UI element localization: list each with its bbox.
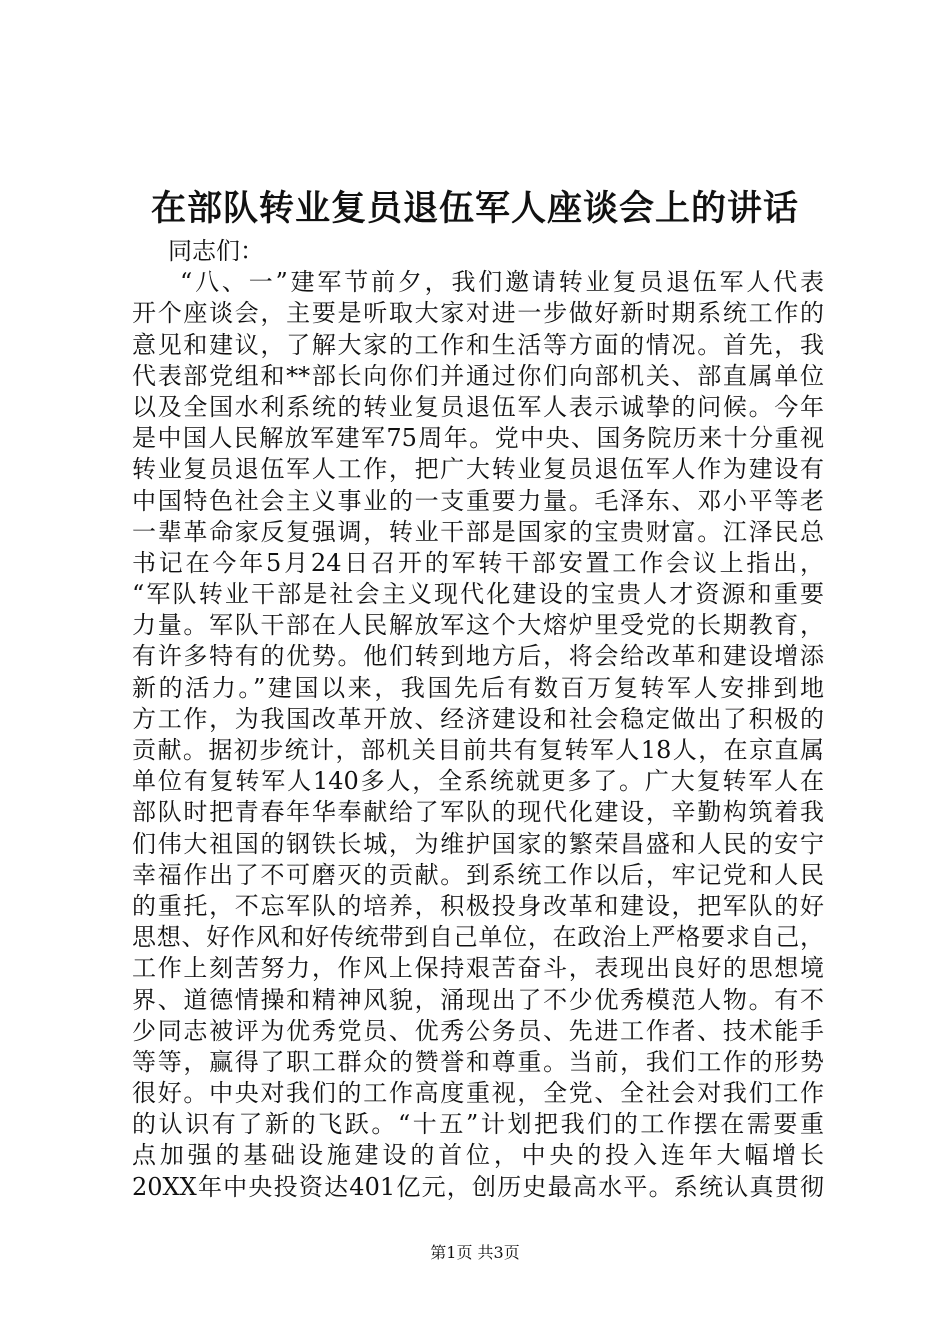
paragraph-line: 力量。军队干部在人民解放军这个大熔炉里受党的长期教育， — [132, 611, 824, 640]
document-title: 在部队转业复员退伍军人座谈会上的讲话 — [150, 188, 799, 229]
paragraph-line: 的认识有了新的飞跃。“十五”计划把我们的工作摆在需要重 — [132, 1110, 824, 1139]
salutation: 同志们： — [168, 237, 264, 265]
paragraph-line: 思想、好作风和好传统带到自己单位，在政治上严格要求自己， — [132, 923, 824, 952]
paragraph-line: 工作上刻苦努力，作风上保持艰苦奋斗，表现出良好的思想境 — [132, 954, 824, 983]
paragraph-line: 转业复员退伍军人工作，把广大转业复员退伍军人作为建设有 — [132, 455, 824, 484]
page-number: 第1页 共3页 — [430, 1243, 520, 1262]
paragraph-line: 新的活力。”建国以来，我国先后有数百万复转军人安排到地 — [132, 673, 824, 702]
paragraph-line: 20XX年中央投资达401亿元，创历史最高水平。系统认真贯彻 — [132, 1172, 824, 1201]
paragraph-line: 单位有复转军人140多人，全系统就更多了。广大复转军人在 — [132, 767, 824, 796]
paragraph-line: 部队时把青春年华奉献给了军队的现代化建设，辛勤构筑着我 — [132, 798, 824, 827]
paragraph-line: 点加强的基础设施建设的首位，中央的投入连年大幅增长 — [132, 1141, 824, 1170]
paragraph-line: 有许多特有的优势。他们转到地方后，将会给改革和建设增添 — [132, 642, 824, 671]
paragraph-line: 等等，赢得了职工群众的赞誉和尊重。当前，我们工作的形势 — [132, 1047, 824, 1076]
paragraph-line: 幸福作出了不可磨灭的贡献。到系统工作以后，牢记党和人民 — [132, 860, 824, 889]
paragraph-line: 贡献。据初步统计，部机关目前共有复转军人18人，在京直属 — [132, 736, 824, 764]
paragraph-line: 的重托，不忘军队的培养，积极投身改革和建设，把军队的好 — [132, 891, 824, 920]
paragraph-line: 方工作，为我国改革开放、经济建设和社会稳定做出了积极的 — [132, 704, 824, 733]
paragraph-line: 界、道德情操和精神风貌，涌现出了不少优秀模范人物。有不 — [132, 985, 824, 1014]
paragraph-line: “八、一”建军节前夕，我们邀请转业复员退伍军人代表 — [180, 268, 824, 297]
paragraph-line: 开个座谈会，主要是听取大家对进一步做好新时期系统工作的 — [132, 299, 824, 328]
paragraph-line: 很好。中央对我们的工作高度重视，全党、全社会对我们工作 — [132, 1079, 824, 1108]
paragraph-line: 们伟大祖国的钢铁长城，为维护国家的繁荣昌盛和人民的安宁 — [132, 829, 824, 858]
document-body — [132, 236, 824, 1203]
paragraph-line: 以及全国水利系统的转业复员退伍军人表示诚挚的问候。今年 — [132, 392, 824, 421]
paragraph-line: 少同志被评为优秀党员、优秀公务员、先进工作者、技术能手 — [132, 1016, 824, 1045]
paragraph-line: 是中国人民解放军建军75周年。党中央、国务院历来十分重视 — [132, 424, 824, 453]
paragraph-line: 书记在今年5月24日召开的军转干部安置工作会议上指出， — [132, 548, 824, 577]
paragraph-line: 意见和建议，了解大家的工作和生活等方面的情况。首先，我 — [132, 330, 824, 359]
paragraph-line: “军队转业干部是社会主义现代化建设的宝贵人才资源和重要 — [132, 580, 824, 609]
paragraph-line: 一辈革命家反复强调，转业干部是国家的宝贵财富。江泽民总 — [132, 517, 824, 546]
paragraph-line: 中国特色社会主义事业的一支重要力量。毛泽东、邓小平等老 — [132, 486, 824, 515]
paragraph-line: 代表部党组和**部长向你们并通过你们向部机关、部直属单位 — [132, 361, 824, 390]
